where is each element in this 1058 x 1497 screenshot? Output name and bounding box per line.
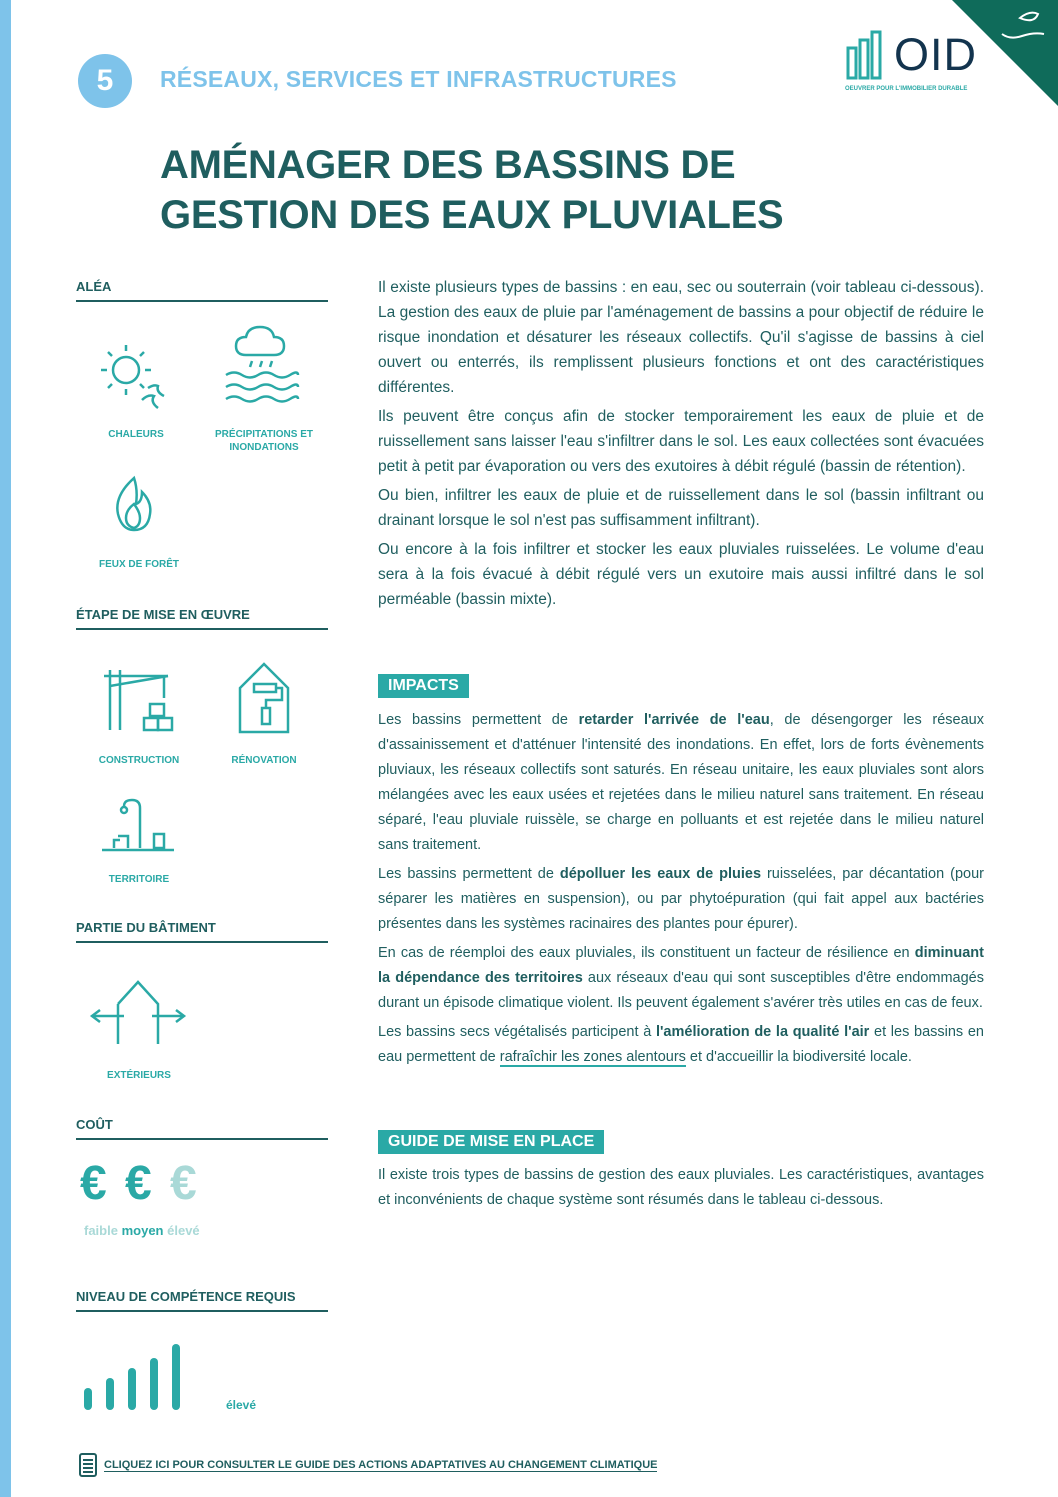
rain-flood-icon	[222, 325, 302, 410]
intro-paragraph-4: Ou encore à la fois infiltrer et stocker les eaux pluviales ruisselées. Le volume d'eau sera à la fois évacué à débit régulé vers un exutoire mais aussi infiltré dans le sol perméable (bassin mixte).	[378, 541, 984, 608]
cost-legend	[84, 1223, 200, 1238]
competence-bar-2	[106, 1378, 114, 1410]
logo-tagline: OEUVRER POUR L'IMMOBILIER DURABLE	[845, 86, 968, 92]
competence-bar-4	[150, 1358, 158, 1410]
guide-paragraph-1: Il existe trois types de bassins de gestion des eaux pluviales. Les caractéristiques, avantages et inconvénients de chaque système sont résumés dans le tableau ci-dessous.	[378, 1167, 984, 1208]
document-icon	[78, 1452, 98, 1478]
partie-heading: PARTIE DU BÂTIMENT	[76, 920, 216, 935]
partie-exterieurs-label: EXTÉRIEURS	[107, 1070, 171, 1081]
impacts-paragraph-1: Les bassins permettent de retarder l'arrivée de l'eau, de désengorger les réseaux d'assainissement et d'atténuer l'intensité des inondations. En effet, lors de forts évènements pluviaux, les réseaux collectifs sont saturés. En réseau unitaire, les eaux pluviales sont alors mélangées avec les eaux usées et rejetées dans le milieu naturel sans traitement. En réseau séparé, l'eau pluviale ruissèle, se charge en polluants et est rejetée dans le milieu naturel sans traitement.	[378, 712, 984, 853]
sun-heat-icon	[96, 340, 166, 412]
left-color-stripe	[0, 0, 11, 1497]
impacts-heading: IMPACTS	[378, 674, 469, 698]
competence-level-bars	[82, 1340, 202, 1410]
title-line-1: AMÉNAGER DES BASSINS DE	[160, 143, 736, 187]
cout-divider	[76, 1138, 328, 1140]
street-lamp-icon	[100, 796, 176, 854]
intro-paragraph-2: Ils peuvent être conçus afin de stocker temporairement les eaux de pluie et de ruissellement sans laisser l'eau s'infiltrer dans le sol. Les eaux collectées sont évacuées petit à petit par évaporation ou vers des exutoires à débit régulé (bassin de rétention).	[378, 408, 984, 475]
alea-feux-label: FEUX DE FORÊT	[98, 559, 179, 570]
title-line-2: GESTION DES EAUX PLUVIALES	[160, 193, 784, 237]
etape-renovation-label: RÉNOVATION	[231, 755, 297, 766]
alea-heading: ALÉA	[76, 279, 112, 294]
alea-divider	[76, 300, 328, 302]
section-number-badge: 5	[78, 54, 132, 108]
precipitations-label-line2: INONDATIONS	[229, 442, 299, 453]
logo-wordmark: OID	[894, 29, 978, 80]
impacts-paragraph-2: Les bassins permettent de dépolluer les eaux de pluies ruisselées, par décantation (pour séparer les matières en suspension), ou par phytoépuration (qui fait appel aux bactéries présentes dans les systèmes racinaires des plantes pour épurer).	[378, 866, 984, 932]
competence-bar-3	[128, 1368, 136, 1410]
alea-chaleurs-label: CHALEURS	[108, 429, 164, 440]
etape-divider	[76, 628, 328, 630]
cost-level-faible: faible	[84, 1223, 118, 1238]
intro-paragraph-3: Ou bien, infiltrer les eaux de pluie et de ruissellement dans le sol (bassin infiltrant ou drainant lorsque le sol n'est pas suffisamment infiltrant).	[378, 487, 984, 529]
impacts-paragraph-4: Les bassins secs végétalisés participent à l'amélioration de la qualité l'air et les bassins en eau permettent de rafraîchir les zones alentours et d'accueillir la biodiversité locale.	[378, 1024, 984, 1065]
page-title	[160, 140, 783, 240]
etape-heading: ÉTAPE DE MISE EN ŒUVRE	[76, 607, 250, 622]
rafraichir-link[interactable]: rafraîchir les zones alentours	[499, 1049, 686, 1065]
alea-precipitations-label	[204, 428, 324, 454]
paint-roller-house-icon	[236, 660, 292, 736]
guide-actions-link[interactable]: CLIQUEZ ICI POUR CONSULTER LE GUIDE DES ACTIONS ADAPTATIVES AU CHANGEMENT CLIMATIQUE	[104, 1459, 658, 1471]
competence-level-label: élevé	[226, 1398, 257, 1412]
flame-icon	[104, 474, 164, 534]
guide-text	[378, 1163, 984, 1217]
cost-euro-faible: €	[80, 1157, 107, 1210]
section-title: RÉSEAUX, SERVICES ET INFRASTRUCTURES	[160, 66, 677, 92]
guide-heading: GUIDE DE MISE EN PLACE	[378, 1130, 604, 1154]
house-arrows-icon	[88, 976, 188, 1046]
etape-territoire-label: TERRITOIRE	[108, 874, 170, 885]
precipitations-label-line1: PRÉCIPITATIONS ET	[215, 429, 313, 440]
intro-paragraph-1: Il existe plusieurs types de bassins : en eau, sec ou souterrain (voir tableau ci-dessous). La gestion des eaux de pluie par l'aménagement de bassins a pour objectif de réduire le risque inondation et désaturer les réseaux collectifs. Qu'il s'agisse de bassins à ciel ouvert ou enterrés, ils remplissent plusieurs fonctions et ont des caractéristiques différentes.	[378, 279, 984, 396]
impacts-text	[378, 708, 984, 1074]
partie-divider	[76, 941, 328, 943]
competence-bar-5	[172, 1344, 180, 1410]
crane-icon	[100, 664, 180, 734]
cost-level-moyen: moyen	[121, 1223, 164, 1238]
etape-construction-label: CONSTRUCTION	[98, 755, 180, 766]
competence-divider	[76, 1310, 328, 1312]
cost-euro-moyen: €	[125, 1157, 152, 1210]
cout-heading: COÛT	[76, 1117, 113, 1132]
cost-level-eleve: élevé	[167, 1223, 200, 1238]
impacts-paragraph-3: En cas de réemploi des eaux pluviales, ils constituent un facteur de résilience en diminuant la dépendance des territoires aux réseaux d'eau qui sont susceptibles d'être endommagés durant un épisode climatique violent. Ils peuvent également s'avérer très utiles en cas de feux.	[378, 945, 984, 1011]
cost-euro-eleve: €	[170, 1157, 197, 1210]
competence-bar-1	[84, 1388, 92, 1410]
intro-text	[378, 275, 984, 616]
competence-heading: NIVEAU DE COMPÉTENCE REQUIS	[76, 1289, 296, 1304]
